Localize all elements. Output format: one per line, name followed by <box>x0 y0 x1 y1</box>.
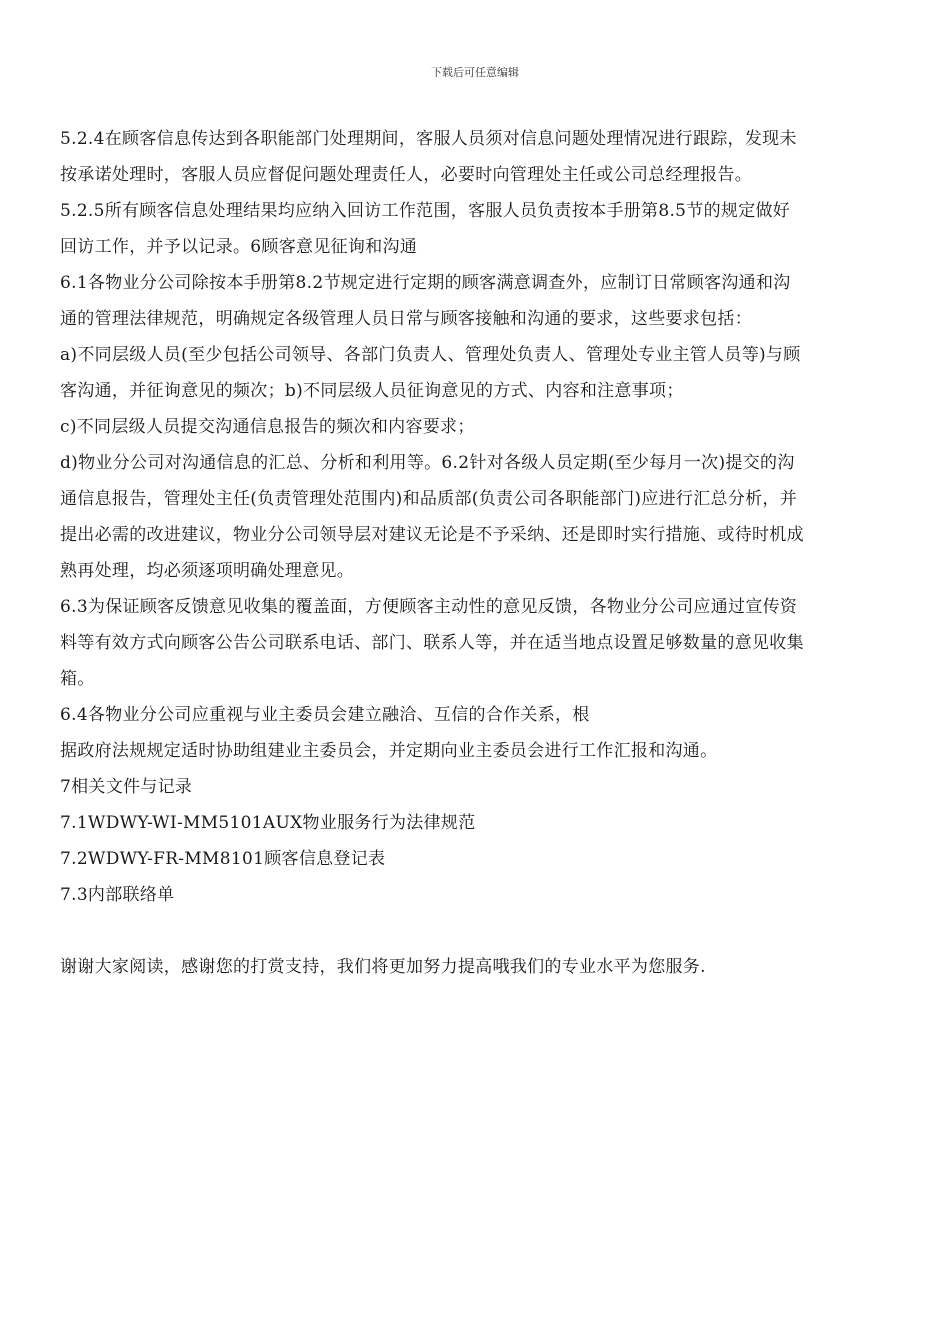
document-body <box>60 121 890 985</box>
text-line: c)不同层级人员提交沟通信息报告的频次和内容要求； <box>60 417 475 437</box>
closing-line: 谢谢大家阅读，感谢您的打赏支持，我们将更加努力提高哦我们的专业水平为您服务. <box>60 957 706 977</box>
text-line: 6.3为保证顾客反馈意见收集的覆盖面，方便顾客主动性的意见反馈，各物业分公司应通过宣传资 <box>60 597 798 617</box>
text-line: 通信息报告，管理处主任(负责管理处范围内)和品质部(负责公司各职能部门)应进行汇总分析，并 <box>60 489 798 509</box>
text-line: 7.3内部联络单 <box>60 885 175 905</box>
page-header: 下载后可任意编辑 <box>431 66 519 79</box>
text-line: 客沟通，并征询意见的频次；b)不同层级人员征询意见的方式、内容和注意事项； <box>60 381 684 401</box>
text-line: 6.4各物业分公司应重视与业主委员会建立融洽、互信的合作关系，根 <box>60 705 590 725</box>
text-line: 6.1各物业分公司除按本手册第8.2节规定进行定期的顾客满意调查外，应制订日常顾客沟通和沟 <box>60 273 791 293</box>
text-line: 通的管理法律规范，明确规定各级管理人员日常与顾客接触和沟通的要求，这些要求包括： <box>60 309 752 329</box>
text-line: 按承诺处理时，客服人员应督促问题处理责任人，必要时向管理处主任或公司总经理报告。 <box>60 165 752 185</box>
text-line: 7.1WDWY-WI-MM5101AUX物业服务行为法律规范 <box>60 813 476 833</box>
text-line: 5.2.5所有顾客信息处理结果均应纳入回访工作范围，客服人员负责按本手册第8.5节的规定做好 <box>60 201 791 221</box>
text-line: 提出必需的改进建议，物业分公司领导层对建议无论是不予采纳、还是即时实行措施、或待时机成 <box>60 525 804 545</box>
text-line: 据政府法规规定适时协助组建业主委员会，并定期向业主委员会进行工作汇报和沟通。 <box>60 741 718 761</box>
text-line: d)物业分公司对沟通信息的汇总、分析和利用等。6.2针对各级人员定期(至少每月一次)提交的沟 <box>60 453 795 473</box>
text-line: a)不同层级人员(至少包括公司领导、各部门负责人、管理处负责人、管理处专业主管人员等)与顾 <box>60 345 801 365</box>
text-line: 7.2WDWY-FR-MM8101顾客信息登记表 <box>60 849 386 869</box>
text-line: 回访工作，并予以记录。6顾客意见征询和沟通 <box>60 237 418 257</box>
text-line: 料等有效方式向顾客公告公司联系电话、部门、联系人等，并在适当地点设置足够数量的意见收集 <box>60 633 804 653</box>
text-line: 箱。 <box>60 669 95 689</box>
paragraph-gap <box>60 913 890 949</box>
text-line: 5.2.4在顾客信息传达到各职能部门处理期间，客服人员须对信息问题处理情况进行跟踪，发现未 <box>60 129 797 149</box>
text-line: 熟再处理，均必须逐项明确处理意见。 <box>60 561 355 581</box>
section-heading: 7相关文件与记录 <box>60 777 193 797</box>
